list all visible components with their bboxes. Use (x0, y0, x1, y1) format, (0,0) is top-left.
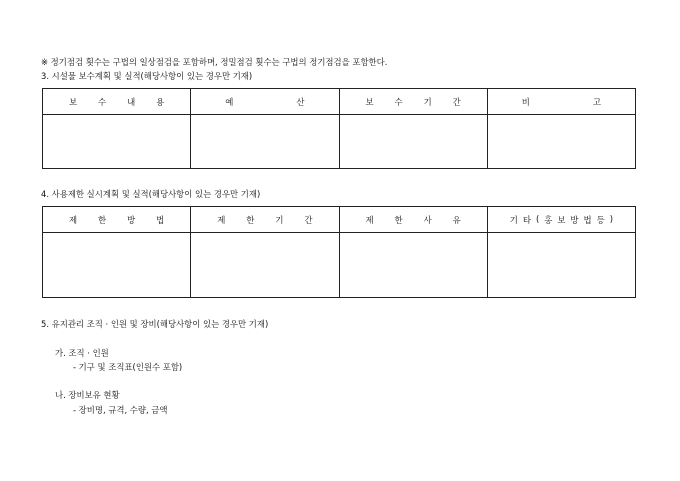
header-repair-period (339, 89, 487, 115)
header-char: 한 (394, 214, 403, 225)
header-char: 등 (596, 214, 605, 225)
repair-period-cell[interactable] (339, 115, 487, 169)
header-char: 고 (592, 96, 601, 107)
header-char: 타 (522, 214, 531, 225)
section5-title: 5. 유지관리 조직 · 인원 및 장비(해당사항이 있는 경우만 기재) (41, 319, 269, 329)
use-restriction-table (42, 206, 636, 298)
other-publicity-cell[interactable] (487, 233, 635, 298)
restriction-reason-cell[interactable] (339, 233, 487, 298)
use-restriction-header-row (43, 207, 636, 233)
repair-plan-input-row (43, 115, 636, 169)
restriction-method-cell[interactable] (43, 233, 191, 298)
header-other-publicity (487, 207, 635, 233)
remarks-cell[interactable] (487, 115, 635, 169)
header-repair-content (43, 89, 191, 115)
header-char: 기 (275, 214, 284, 225)
header-char: 수 (98, 96, 107, 107)
header-char: 방 (127, 214, 136, 225)
restriction-period-cell[interactable] (191, 233, 339, 298)
subsection-a-title: 가. 조직 · 인원 (55, 348, 109, 358)
repair-plan-table (42, 88, 636, 169)
header-char: 제 (365, 214, 374, 225)
header-restriction-method (43, 207, 191, 233)
budget-cell[interactable] (191, 115, 339, 169)
header-char: 제 (69, 214, 78, 225)
header-char: 간 (452, 96, 461, 107)
subsection-b-title: 나. 장비보유 현황 (55, 390, 120, 400)
header-char: ( (535, 213, 540, 224)
header-char: 홍 (544, 214, 553, 225)
header-char: 수 (394, 96, 403, 107)
header-char: 산 (296, 96, 305, 107)
header-char: 기 (509, 214, 518, 225)
subsection-a-item: - 기구 및 조직표(인원수 포함) (73, 362, 183, 372)
header-char: 간 (304, 214, 313, 225)
header-char: 내 (127, 96, 136, 107)
header-char: 방 (570, 214, 579, 225)
header-remarks (487, 89, 635, 115)
section4-title: 4. 사용제한 실시계획 및 실적(해당사항이 있는 경우만 기재) (41, 189, 261, 199)
inspection-note: ※ 정기점검 횟수는 구법의 일상점검을 포함하며, 정밀점검 횟수는 구법의 정기점검을 포함한다. (41, 57, 388, 67)
header-budget (191, 89, 339, 115)
header-char: 제 (217, 214, 226, 225)
header-char: 법 (156, 214, 165, 225)
header-char: 보 (557, 214, 566, 225)
section3-title: 3. 시설물 보수계획 및 실적(해당사항이 있는 경우만 기재) (41, 71, 253, 81)
header-char: 사 (423, 214, 432, 225)
header-char: 보 (69, 96, 78, 107)
repair-plan-header-row (43, 89, 636, 115)
header-char: 보 (365, 96, 374, 107)
header-char: 비 (521, 96, 530, 107)
repair-content-cell[interactable] (43, 115, 191, 169)
header-char: 한 (246, 214, 255, 225)
subsection-b-item: - 장비명, 규격, 수량, 금액 (73, 405, 168, 415)
header-char: 예 (225, 96, 234, 107)
header-char: 한 (98, 214, 107, 225)
header-restriction-reason (339, 207, 487, 233)
header-char: ) (609, 213, 613, 224)
header-restriction-period (191, 207, 339, 233)
header-char: 용 (156, 96, 165, 107)
header-char: 기 (423, 96, 432, 107)
header-char: 유 (452, 214, 461, 225)
use-restriction-input-row (43, 233, 636, 298)
header-char: 법 (583, 214, 592, 225)
